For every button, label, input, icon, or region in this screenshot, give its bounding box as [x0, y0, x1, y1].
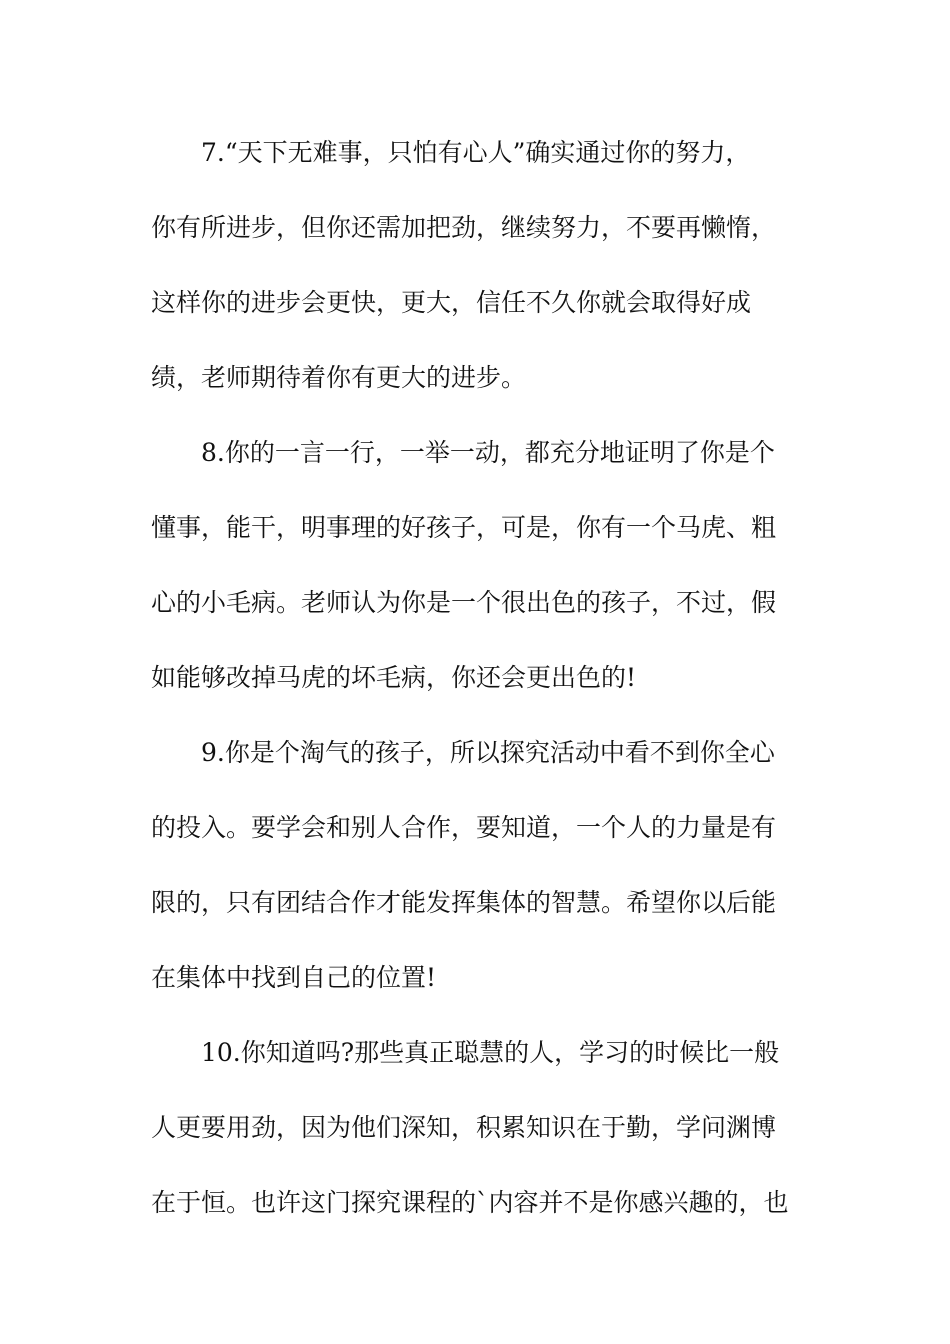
- paragraph-9-line-3: 限的，只有团结合作才能发挥集体的智慧。希望你以后能: [151, 888, 777, 917]
- paragraph-7-line-4: 绩，老师期待着你有更大的进步。: [151, 363, 527, 392]
- paragraph-7-line-3: 这样你的进步会更快，更大，信任不久你就会取得好成: [151, 288, 752, 317]
- paragraph-8-line-3: 心的小毛病。老师认为你是一个很出色的孩子，不过，假: [151, 588, 777, 617]
- paragraph-7-line-1: 7.“天下无难事，只怕有心人”确实通过你的努力，: [201, 138, 751, 167]
- paragraph-8-line-2: 懂事，能干，明事理的好孩子，可是，你有一个马虎、粗: [151, 513, 777, 542]
- paragraph-7-line-2: 你有所进步，但你还需加把劲，继续努力，不要再懒惰，: [151, 213, 777, 242]
- paragraph-9-line-1: 9.你是个淘气的孩子，所以探究活动中看不到你全心: [201, 738, 775, 767]
- paragraph-8-line-1: 8.你的一言一行，一举一动，都充分地证明了你是个: [201, 438, 775, 467]
- paragraph-10-line-3: 在于恒。也许这门探究课程的`内容并不是你感兴趣的，也: [151, 1188, 789, 1217]
- paragraph-9-line-2: 的投入。要学会和别人合作，要知道，一个人的力量是有: [151, 813, 777, 842]
- paragraph-10-line-2: 人更要用劲，因为他们深知，积累知识在于勤，学问渊博: [151, 1113, 777, 1142]
- paragraph-10-line-1: 10.你知道吗?那些真正聪慧的人，学习的时候比一般: [201, 1038, 780, 1067]
- paragraph-8-line-4: 如能够改掉马虎的坏毛病，你还会更出色的!: [151, 663, 637, 692]
- paragraph-9-line-4: 在集体中找到自己的位置!: [151, 963, 437, 992]
